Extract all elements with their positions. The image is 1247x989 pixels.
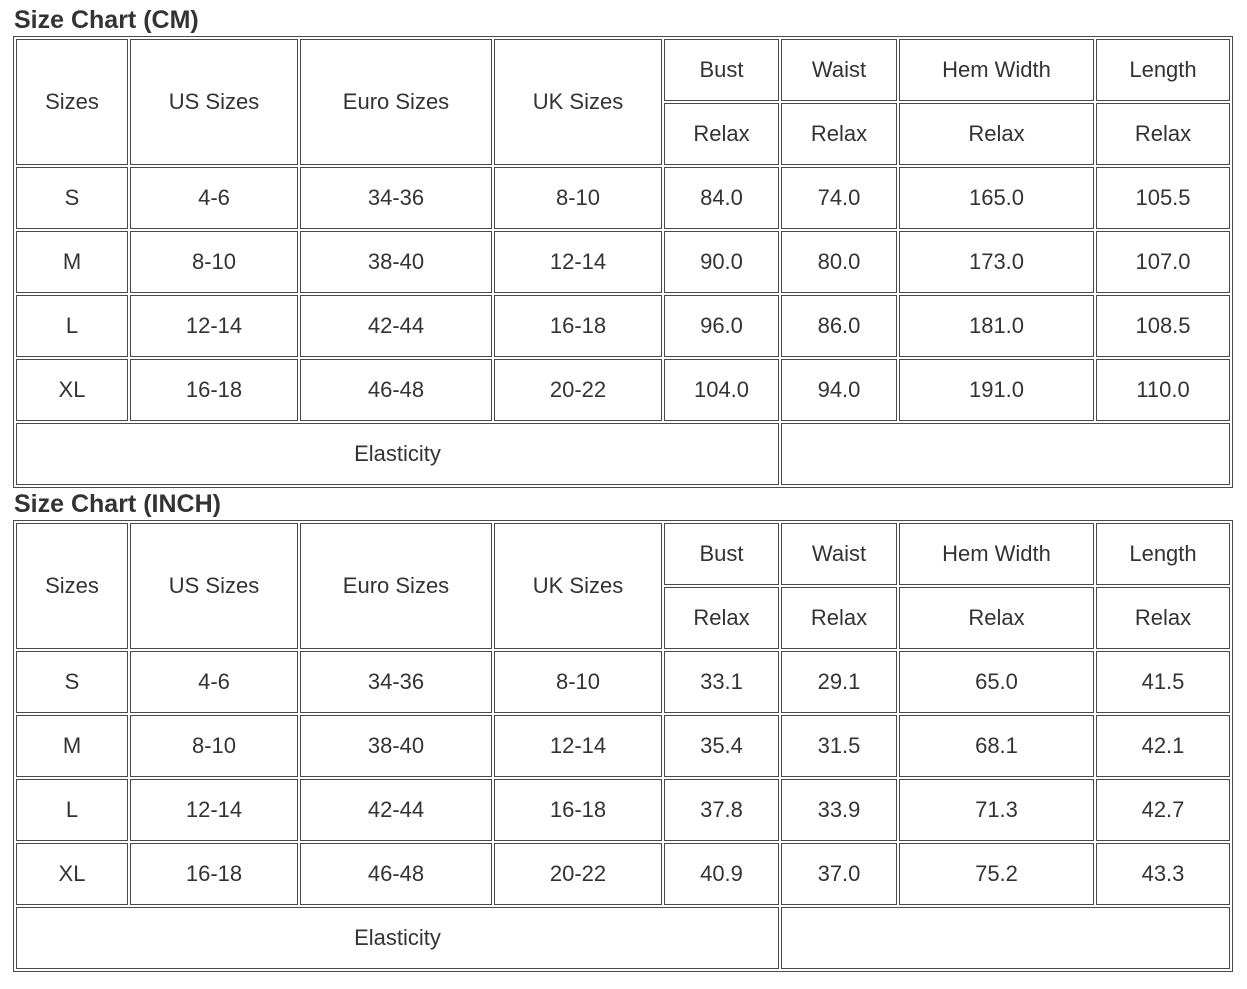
cell-bust: 35.4 xyxy=(664,715,779,777)
cell-uk-size: 16-18 xyxy=(494,779,662,841)
cell-waist: 31.5 xyxy=(781,715,897,777)
subheader-length-fit: Relax xyxy=(1096,103,1230,165)
table-row xyxy=(16,295,1230,357)
cell-bust: 90.0 xyxy=(664,231,779,293)
cell-bust: 84.0 xyxy=(664,167,779,229)
cell-us-size: 12-14 xyxy=(130,295,298,357)
cell-size: L xyxy=(16,295,128,357)
cell-length: 41.5 xyxy=(1096,651,1230,713)
size-chart-inch xyxy=(13,488,1233,972)
cell-uk-size: 16-18 xyxy=(494,295,662,357)
cell-uk-size: 12-14 xyxy=(494,715,662,777)
cell-us-size: 16-18 xyxy=(130,843,298,905)
cell-bust: 40.9 xyxy=(664,843,779,905)
cell-waist: 86.0 xyxy=(781,295,897,357)
cell-size: M xyxy=(16,231,128,293)
cell-hem-width: 68.1 xyxy=(899,715,1094,777)
chart-title: Size Chart (CM) xyxy=(14,6,199,34)
cell-euro-size: 42-44 xyxy=(300,295,492,357)
cell-euro-size: 42-44 xyxy=(300,779,492,841)
subheader-hem-width-fit: Relax xyxy=(899,103,1094,165)
cell-waist: 74.0 xyxy=(781,167,897,229)
cell-hem-width: 71.3 xyxy=(899,779,1094,841)
cell-length: 42.7 xyxy=(1096,779,1230,841)
elasticity-value xyxy=(781,423,1230,485)
header-bust: Bust xyxy=(664,523,779,585)
subheader-hem-width-fit: Relax xyxy=(899,587,1094,649)
header-length: Length xyxy=(1096,523,1230,585)
cell-us-size: 12-14 xyxy=(130,779,298,841)
cell-hem-width: 165.0 xyxy=(899,167,1094,229)
table-row xyxy=(16,359,1230,421)
cell-waist: 94.0 xyxy=(781,359,897,421)
cell-size: S xyxy=(16,651,128,713)
subheader-waist-fit: Relax xyxy=(781,587,897,649)
table-row xyxy=(16,167,1230,229)
cell-bust: 37.8 xyxy=(664,779,779,841)
size-table xyxy=(13,520,1233,972)
cell-size: L xyxy=(16,779,128,841)
cell-bust: 104.0 xyxy=(664,359,779,421)
header-hem-width: Hem Width xyxy=(899,39,1094,101)
cell-hem-width: 65.0 xyxy=(899,651,1094,713)
cell-bust: 96.0 xyxy=(664,295,779,357)
cell-euro-size: 34-36 xyxy=(300,651,492,713)
header-us-sizes: US Sizes xyxy=(130,39,298,165)
cell-uk-size: 20-22 xyxy=(494,359,662,421)
cell-us-size: 16-18 xyxy=(130,359,298,421)
header-euro-sizes: Euro Sizes xyxy=(300,523,492,649)
subheader-bust-fit: Relax xyxy=(664,587,779,649)
cell-size: XL xyxy=(16,843,128,905)
cell-hem-width: 173.0 xyxy=(899,231,1094,293)
cell-waist: 29.1 xyxy=(781,651,897,713)
cell-us-size: 4-6 xyxy=(130,167,298,229)
header-uk-sizes: UK Sizes xyxy=(494,523,662,649)
cell-length: 105.5 xyxy=(1096,167,1230,229)
cell-uk-size: 8-10 xyxy=(494,167,662,229)
chart-title: Size Chart (INCH) xyxy=(14,490,221,518)
cell-waist: 37.0 xyxy=(781,843,897,905)
header-length: Length xyxy=(1096,39,1230,101)
cell-us-size: 4-6 xyxy=(130,651,298,713)
cell-bust: 33.1 xyxy=(664,651,779,713)
elasticity-label: Elasticity xyxy=(16,423,779,485)
cell-hem-width: 75.2 xyxy=(899,843,1094,905)
subheader-length-fit: Relax xyxy=(1096,587,1230,649)
header-waist: Waist xyxy=(781,523,897,585)
table-row xyxy=(16,779,1230,841)
cell-euro-size: 38-40 xyxy=(300,715,492,777)
elasticity-label: Elasticity xyxy=(16,907,779,969)
header-euro-sizes: Euro Sizes xyxy=(300,39,492,165)
cell-hem-width: 191.0 xyxy=(899,359,1094,421)
elasticity-row xyxy=(16,907,1230,969)
cell-euro-size: 46-48 xyxy=(300,359,492,421)
cell-waist: 80.0 xyxy=(781,231,897,293)
elasticity-value xyxy=(781,907,1230,969)
cell-hem-width: 181.0 xyxy=(899,295,1094,357)
subheader-bust-fit: Relax xyxy=(664,103,779,165)
elasticity-row xyxy=(16,423,1230,485)
header-uk-sizes: UK Sizes xyxy=(494,39,662,165)
table-row xyxy=(16,651,1230,713)
subheader-waist-fit: Relax xyxy=(781,103,897,165)
header-waist: Waist xyxy=(781,39,897,101)
cell-uk-size: 12-14 xyxy=(494,231,662,293)
cell-euro-size: 34-36 xyxy=(300,167,492,229)
cell-size: XL xyxy=(16,359,128,421)
table-row xyxy=(16,715,1230,777)
cell-us-size: 8-10 xyxy=(130,231,298,293)
cell-waist: 33.9 xyxy=(781,779,897,841)
header-sizes: Sizes xyxy=(16,523,128,649)
cell-length: 110.0 xyxy=(1096,359,1230,421)
cell-size: M xyxy=(16,715,128,777)
cell-uk-size: 8-10 xyxy=(494,651,662,713)
header-bust: Bust xyxy=(664,39,779,101)
header-hem-width: Hem Width xyxy=(899,523,1094,585)
cell-us-size: 8-10 xyxy=(130,715,298,777)
table-header-row xyxy=(16,39,1230,101)
cell-uk-size: 20-22 xyxy=(494,843,662,905)
cell-length: 108.5 xyxy=(1096,295,1230,357)
size-chart-cm xyxy=(13,4,1233,488)
cell-size: S xyxy=(16,167,128,229)
cell-length: 107.0 xyxy=(1096,231,1230,293)
cell-euro-size: 46-48 xyxy=(300,843,492,905)
header-sizes: Sizes xyxy=(16,39,128,165)
table-row xyxy=(16,843,1230,905)
cell-euro-size: 38-40 xyxy=(300,231,492,293)
cell-length: 43.3 xyxy=(1096,843,1230,905)
header-us-sizes: US Sizes xyxy=(130,523,298,649)
cell-length: 42.1 xyxy=(1096,715,1230,777)
table-header-row xyxy=(16,523,1230,585)
table-row xyxy=(16,231,1230,293)
size-table xyxy=(13,36,1233,488)
